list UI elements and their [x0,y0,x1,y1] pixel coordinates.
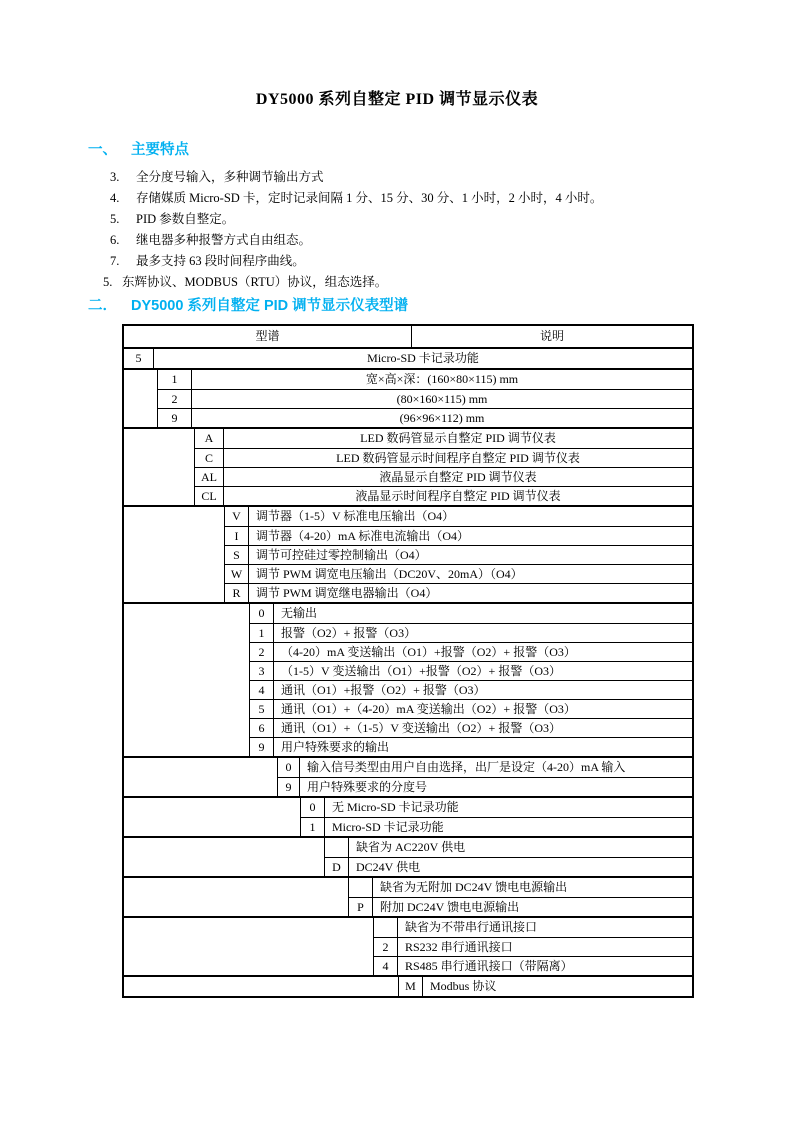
table-header-model: 型谱 [124,326,412,347]
table-spacer-cell [124,918,374,975]
model-desc-cell: 无输出 [281,606,318,620]
model-desc-cell: 用户特殊要求的输出 [281,740,390,754]
table-row [225,507,692,526]
model-key-cell: A [195,429,224,448]
model-key-cell: AL [195,468,224,486]
feature-text: 存储媒质 Micro-SD 卡，定时记录间隔 1 分、15 分、30 分、1 小时，2 小时，4 小时。 [136,191,603,205]
model-key-cell: 9 [158,409,192,427]
document-title: DY5000 系列自整定 PID 调节显示仪表 [255,91,539,108]
table-group [124,796,692,836]
table-row [158,389,692,408]
table-row [250,661,692,680]
table-body [124,347,692,996]
model-desc-cell: （1-5）V 变送输出（O1）+报警（O2）+ 报警（O3） [281,664,561,678]
table-spacer-cell [124,798,301,836]
model-desc-cell: （4-20）mA 变送输出（O1）+报警（O2）+ 报警（O3） [281,645,576,659]
model-key-cell [349,878,373,897]
table-spacer-cell [124,370,158,427]
table-row [325,838,692,857]
model-key-cell: 9 [250,738,274,756]
table-header-desc: 说明 [539,329,564,343]
feature-text: 继电器多种报警方式自由组态。 [136,233,312,247]
table-spacer-cell [124,758,278,796]
table-row [250,737,692,756]
table-spacer-cell [124,604,250,756]
feature-number: 3. [110,170,120,184]
model-key-cell [325,838,349,857]
feature-item [110,209,794,230]
model-spectrum-table [122,324,694,998]
features-list [103,167,794,293]
model-key-cell [374,918,398,937]
model-key-cell: 6 [250,719,274,737]
table-row [301,798,692,817]
table-row [195,467,692,486]
model-key-cell: 2 [374,938,398,956]
table-row [124,349,692,368]
table-group [124,602,692,756]
table-row [195,429,692,448]
model-desc-cell: 液晶显示时间程序自整定 PID 调节仪表 [355,489,561,503]
model-key-cell: CL [195,487,224,505]
table-row [278,777,692,796]
table-group [124,876,692,916]
feature-text: 最多支持 63 段时间程序曲线。 [136,254,305,268]
table-group [124,368,692,427]
model-desc-cell: LED 数码管显示自整定 PID 调节仪表 [360,431,556,445]
model-desc-cell: Micro-SD 卡记录功能 [332,820,444,834]
feature-item [110,188,794,209]
model-desc-cell: 宽×高×深：(160×80×115) mm [365,372,519,386]
model-key-cell: 0 [250,604,274,623]
table-row [250,642,692,661]
section-features-number: 一、 [88,142,117,158]
feature-number: 5. [110,212,120,226]
model-key-cell: 4 [250,681,274,699]
model-key-cell: 1 [158,370,192,389]
feature-item [110,230,794,251]
table-spacer-cell [124,507,225,602]
table-row [325,857,692,876]
model-key-cell: M [399,977,423,996]
model-key-cell: D [325,858,349,876]
model-key-cell: 1 [250,624,274,642]
section-model-spectrum-number: 二． [88,298,117,314]
feature-number: 7. [110,254,120,268]
table-group [124,916,692,975]
feature-number: 4. [110,191,120,205]
table-group [124,975,692,996]
model-desc-cell: 调节 PWM 调宽电压输出（DC20V、20mA）（O4） [256,567,523,581]
model-desc-cell: 附加 DC24V 馈电电源输出 [380,900,520,914]
model-key-cell: 2 [250,643,274,661]
model-key-cell: 9 [278,778,300,796]
model-key-cell: 0 [301,798,325,817]
model-desc-cell: 缺省为无附加 DC24V 馈电电源输出 [380,880,568,894]
table-group [124,505,692,602]
table-row [158,408,692,427]
model-key-cell: W [225,565,249,583]
model-desc-cell: 调节器（4-20）mA 标准电流输出（O4） [256,529,470,543]
feature-number: 6. [110,233,120,247]
section-features-title: 主要特点 [131,142,189,158]
model-desc-cell: 通讯（O1）+（4-20）mA 变送输出（O2）+ 报警（O3） [281,702,576,716]
model-desc-cell: (96×96×112) mm [399,411,485,425]
table-row [225,564,692,583]
table-row [195,448,692,467]
table-header-row [124,326,692,347]
section-model-spectrum-title: DY5000 系列自整定 PID 调节显示仪表型谱 [131,298,409,314]
table-group [124,427,692,505]
model-key-cell: P [349,898,373,916]
model-key-cell: 5 [250,700,274,718]
model-key-cell: C [195,449,224,467]
model-key-cell: 2 [158,390,192,408]
table-spacer-cell [124,878,349,916]
table-group [124,347,692,368]
table-row [225,545,692,564]
model-desc-cell: 缺省为 AC220V 供电 [356,840,466,854]
feature-item [110,167,794,188]
model-desc-cell: Modbus 协议 [430,979,497,993]
model-desc-cell: 报警（O2）+ 报警（O3） [281,626,417,640]
table-spacer-cell [124,838,325,876]
model-desc-cell: RS232 串行通讯接口 [405,940,513,954]
feature-text: 全分度号输入，多种调节输出方式 [136,170,324,184]
model-desc-cell: 无 Micro-SD 卡记录功能 [332,800,459,814]
table-row [374,918,692,937]
model-desc-cell: 缺省为不带串行通讯接口 [405,920,538,934]
model-desc-cell: 调节器（1-5）V 标准电压输出（O4） [256,509,455,523]
table-row [250,718,692,737]
table-spacer-cell [124,429,195,505]
table-row [250,604,692,623]
model-desc-cell: DC24V 供电 [356,860,421,874]
model-desc-cell: (80×160×115) mm [396,392,488,406]
table-spacer-cell [124,977,399,996]
feature-number: 5. [103,275,113,289]
table-row [195,486,692,505]
table-row [250,699,692,718]
table-row [374,956,692,975]
table-row [399,977,692,996]
table-row [158,370,692,389]
feature-text: 东辉协议、MODBUS（RTU）协议，组态选择。 [122,275,388,289]
table-row [250,680,692,699]
feature-item [110,251,794,272]
model-desc-cell: 通讯（O1）+（1-5）V 变送输出（O2）+ 报警（O3） [281,721,561,735]
model-key-cell: V [225,507,249,526]
model-key-cell: 0 [278,758,300,777]
model-key-cell: S [225,546,249,564]
table-group [124,756,692,796]
table-row [301,817,692,836]
model-desc-cell: RS485 串行通讯接口（带隔离） [405,959,573,973]
model-desc-cell: 输入信号类型由用户自由选择，出厂是设定（4-20）mA 输入 [307,760,626,774]
model-key-cell: 5 [124,349,154,368]
model-desc-cell: 调节 PWM 调宽继电器输出（O4） [256,586,438,600]
model-desc-cell: 通讯（O1）+报警（O2）+ 报警（O3） [281,683,486,697]
model-desc-cell: Micro-SD 卡记录功能 [367,351,479,365]
model-key-cell: 4 [374,957,398,975]
model-desc-cell: 用户特殊要求的分度号 [307,780,428,794]
model-key-cell: R [225,584,249,602]
model-key-cell: 1 [301,818,325,836]
table-row [225,526,692,545]
table-row [225,583,692,602]
table-row [250,623,692,642]
table-group [124,836,692,876]
section-features-heading [88,140,794,160]
model-desc-cell: 液晶显示自整定 PID 调节仪表 [379,470,537,484]
model-desc-cell: 调节可控硅过零控制输出（O4） [256,548,427,562]
table-row [349,878,692,897]
table-row [278,758,692,777]
section-model-spectrum-heading [88,296,794,316]
feature-text: PID 参数自整定。 [136,212,235,226]
feature-item [103,272,794,293]
table-row [349,897,692,916]
model-key-cell: I [225,527,249,545]
model-desc-cell: LED 数码管显示时间程序自整定 PID 调节仪表 [336,451,580,465]
table-row [374,937,692,956]
model-key-cell: 3 [250,662,274,680]
